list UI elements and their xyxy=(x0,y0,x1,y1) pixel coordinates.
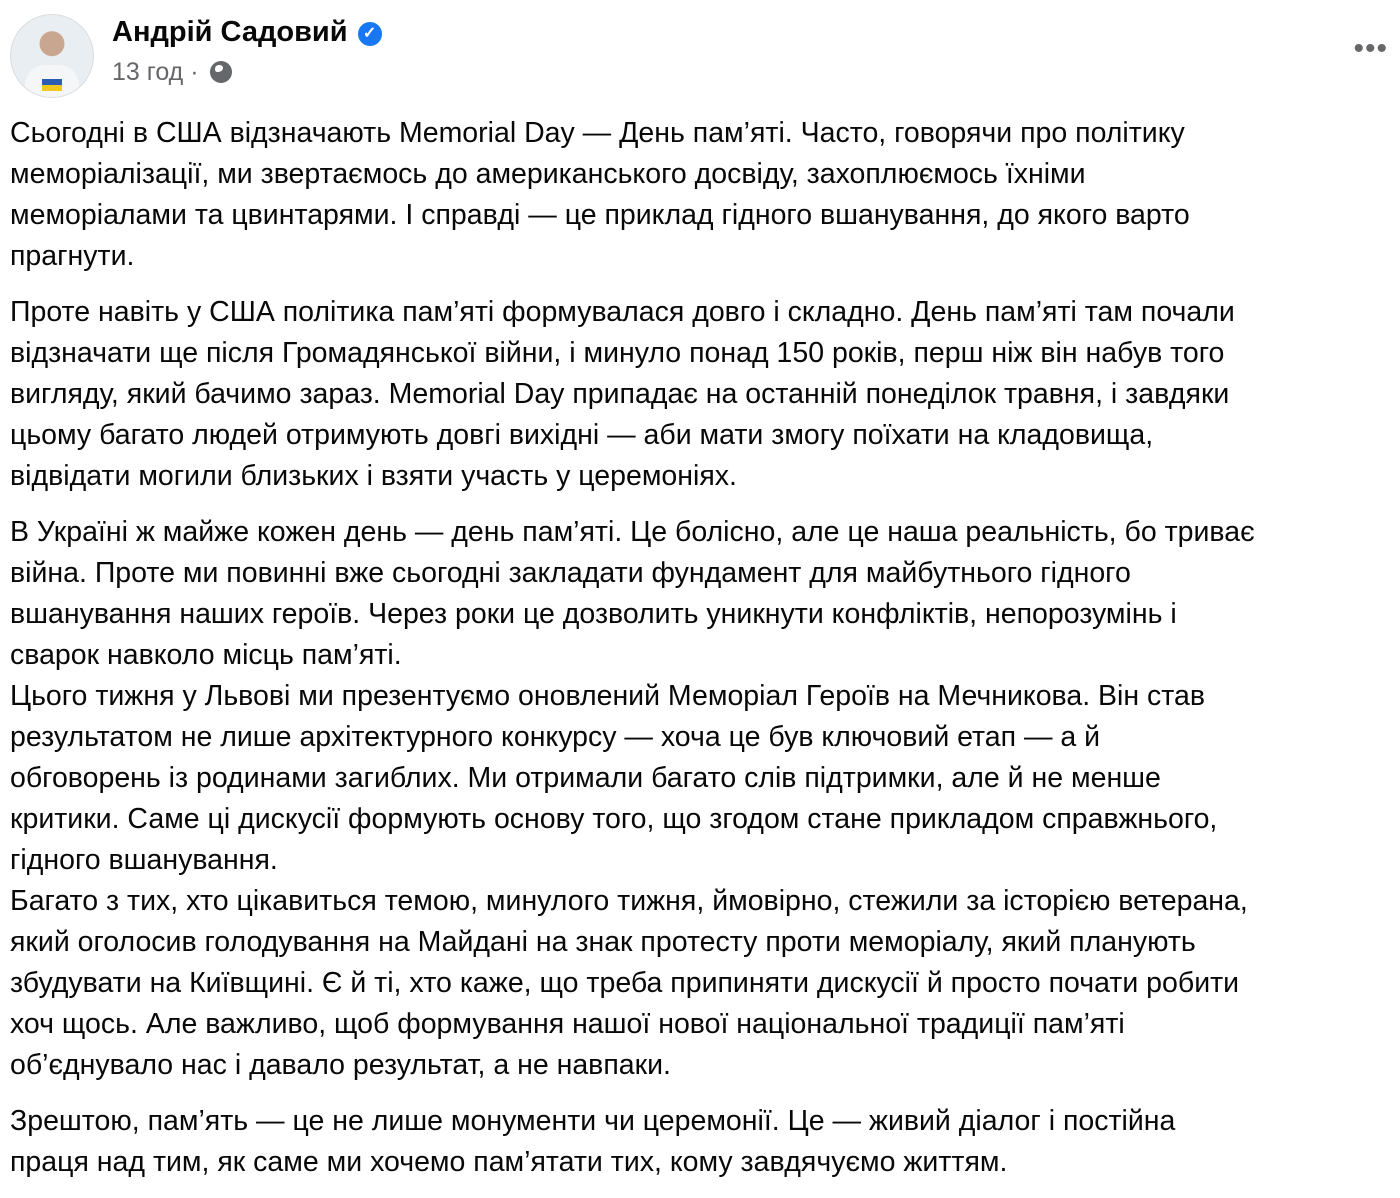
text-line: обговорень із родинами загиблих. Ми отримали багато слів підтримки, але й не менше xyxy=(10,762,1161,794)
more-options-icon[interactable]: ••• xyxy=(1353,32,1388,65)
post-paragraph xyxy=(10,1101,1390,1183)
post-paragraph xyxy=(10,292,1390,497)
text-line: збудувати на Київщині. Є й ті, хто каже, що треба припиняти дискусії й просто почати робити xyxy=(10,967,1240,999)
text-line: прагнути. xyxy=(10,240,135,272)
text-line: війна. Проте ми повинні вже сьогодні закладати фундамент для майбутнього гідного xyxy=(10,557,1131,589)
post-time[interactable]: 13 год xyxy=(112,58,184,86)
text-line: результатом не лише архітектурного конкурсу — хоча це був ключовий етап — а й xyxy=(10,721,1101,753)
text-line: вигляду, який бачимо зараз. Memorial Day припадає на останній понеділок травня, і завдяки xyxy=(10,378,1230,410)
post-paragraph xyxy=(10,113,1390,277)
text-line: відзначати ще після Громадянської війни, і минуло понад 150 років, перш ніж він набув того xyxy=(10,337,1225,369)
text-line: цьому багато людей отримують довгі вихідні — аби мати змогу поїхати на кладовища, xyxy=(10,419,1154,451)
text-line: Багато з тих, хто цікавиться темою, минулого тижня, ймовірно, стежили за історією ветерана, xyxy=(10,885,1248,917)
verified-badge-icon: ✓ xyxy=(358,22,382,46)
post-meta xyxy=(112,58,232,87)
post-text xyxy=(10,113,1390,1198)
author-name-row xyxy=(112,16,382,49)
avatar-flag-yellow xyxy=(42,85,62,91)
text-line: В Україні ж майже кожен день — день пам’яті. Це болісно, але це наша реальність, бо триває xyxy=(10,516,1255,548)
text-line: об’єднувало нас і давало результат, а не навпаки. xyxy=(10,1049,671,1081)
text-line: меморіалами та цвинтарями. І справді — це приклад гідного вшанування, до якого варто xyxy=(10,199,1190,231)
post-header xyxy=(10,12,1390,98)
text-line: критики. Саме ці дискусії формують основу того, що згодом стане прикладом справжнього, xyxy=(10,803,1218,835)
text-line: Проте навіть у США політика пам’яті формувалася довго і складно. День пам’яті там почали xyxy=(10,296,1235,328)
meta-separator: · xyxy=(190,58,199,86)
globe-icon xyxy=(210,61,232,83)
post-paragraph xyxy=(10,512,1390,1086)
author-name[interactable]: Андрій Садовий xyxy=(112,16,348,48)
text-line: Зрештою, пам’ять — це не лише монументи чи церемонії. Це — живий діалог і постійна xyxy=(10,1105,1176,1137)
text-line: меморіалізації, ми звертаємось до американського досвіду, захоплюємось їхніми xyxy=(10,158,1086,190)
text-line: праця над тим, як саме ми хочемо пам’ятати тих, кому завдячуємо життям. xyxy=(10,1146,1008,1178)
text-line: відвідати могили близьких і взяти участь у церемоніях. xyxy=(10,460,737,492)
text-line: який оголосив голодування на Майдані на знак протесту проти меморіалу, який планують xyxy=(10,926,1196,958)
text-line: Цього тижня у Львові ми презентуємо оновлений Меморіал Героїв на Мечникова. Він став xyxy=(10,680,1206,712)
text-line: сварок навколо місць пам’яті. xyxy=(10,639,402,671)
author-avatar[interactable] xyxy=(10,14,94,98)
text-line: хоч щось. Але важливо, щоб формування нашої нової національної традиції пам’яті xyxy=(10,1008,1125,1040)
text-line: вшанування наших героїв. Через роки це дозволить уникнути конфліктів, непорозумінь і xyxy=(10,598,1177,630)
text-line: Сьогодні в США відзначають Memorial Day — День пам’яті. Часто, говорячи про політику xyxy=(10,117,1185,149)
text-line: гідного вшанування. xyxy=(10,844,278,876)
